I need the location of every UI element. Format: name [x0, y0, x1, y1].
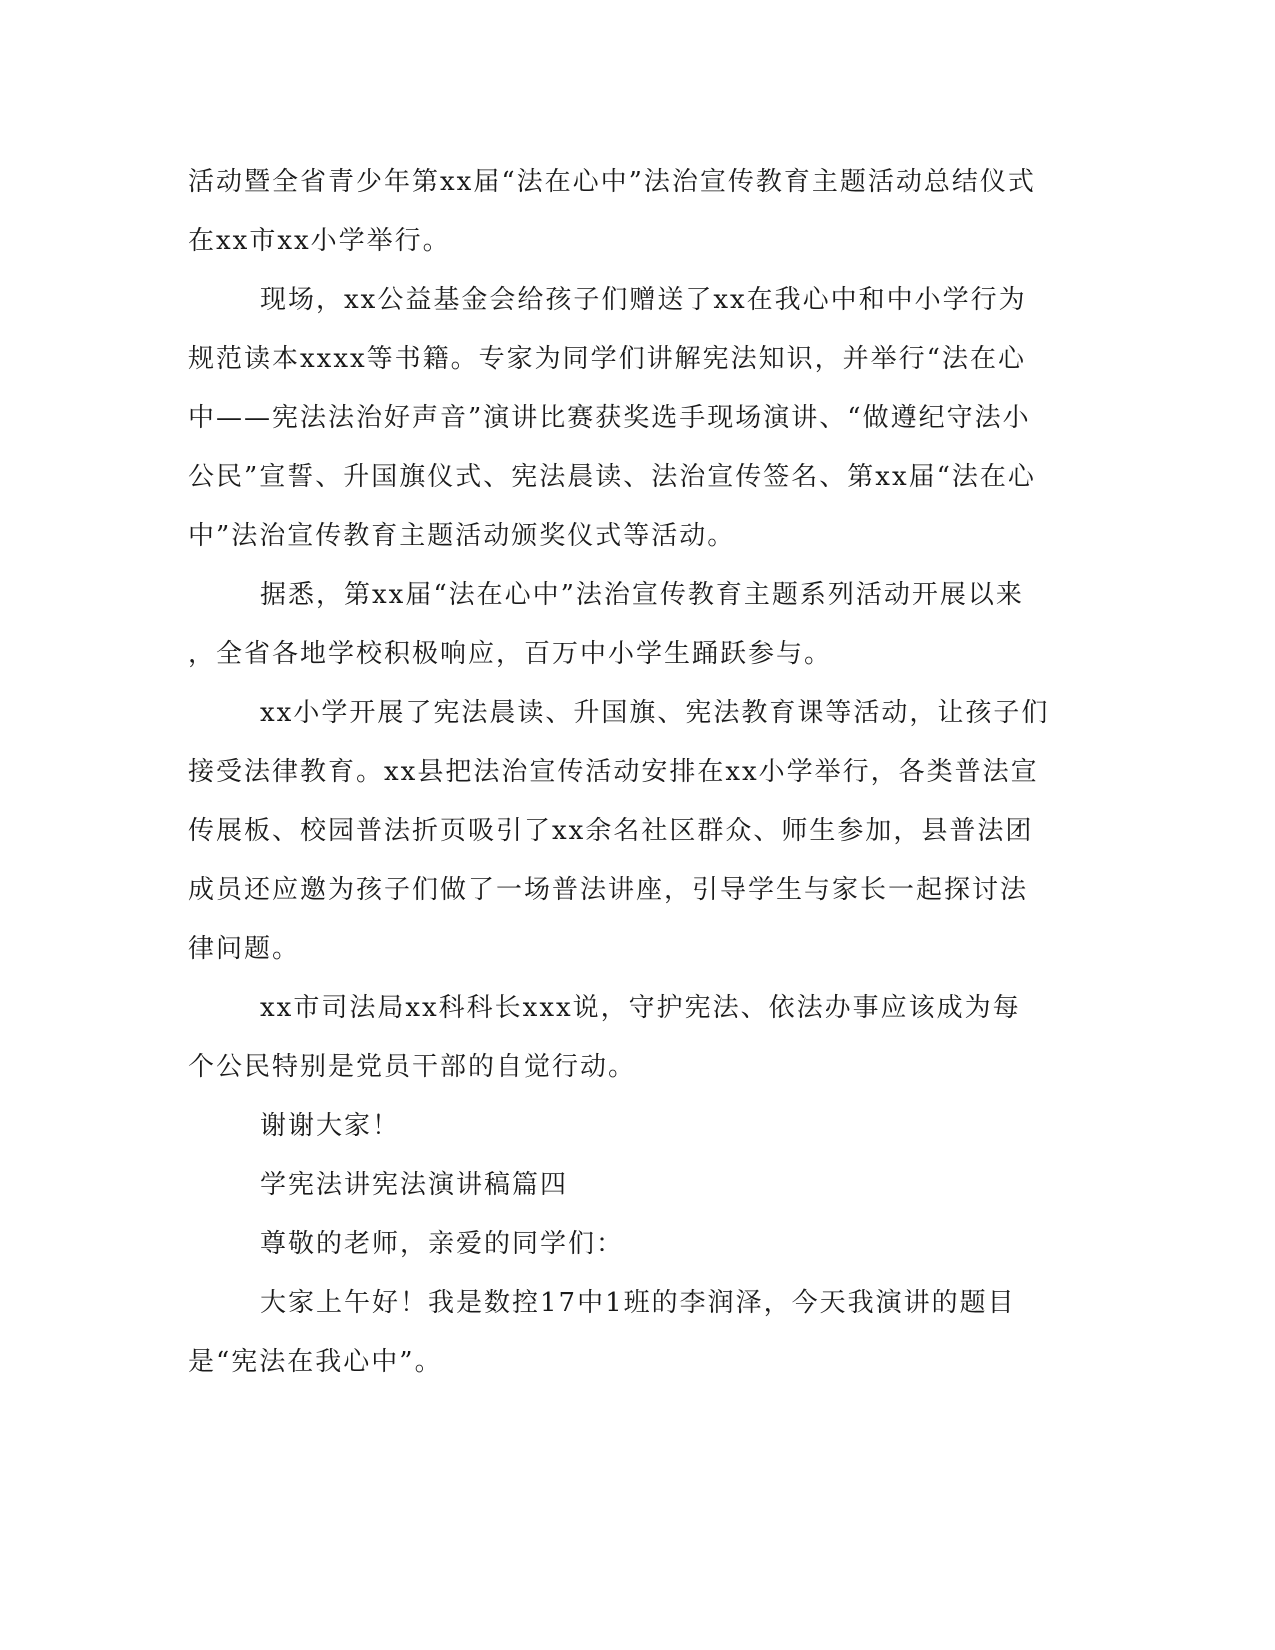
text-line: 在xx市xx小学举行。 [188, 226, 451, 256]
paragraph-start-line: 据悉，第xx届“法在心中”法治宣传教育主题系列活动开展以来 [260, 580, 1024, 610]
text-line: 公民”宣誓、升国旗仪式、宪法晨读、法治宣传签名、第xx届“法在心 [188, 462, 1036, 492]
text-line: 个公民特别是党员干部的自觉行动。 [188, 1052, 637, 1082]
paragraph-start-line: 现场，xx公益基金会给孩子们赠送了xx在我心中和中小学行为 [260, 285, 1027, 315]
text-line: 成员还应邀为孩子们做了一场普法讲座，引导学生与家长一起探讨法 [188, 875, 1029, 905]
salutation-line: 尊敬的老师，亲爱的同学们： [260, 1229, 625, 1259]
text-line: 中”法治宣传教育主题活动颁奖仪式等活动。 [188, 521, 736, 551]
text-line: 律问题。 [188, 934, 301, 964]
section-heading: 学宪法讲宪法演讲稿篇四 [260, 1170, 569, 1200]
paragraph-start-line: 大家上午好！我是数控17中1班的李润泽，今天我演讲的题目 [260, 1288, 1016, 1318]
text-line: 传展板、校园普法折页吸引了xx余名社区群众、师生参加，县普法团 [188, 816, 1034, 846]
text-line: 活动暨全省青少年第xx届“法在心中”法治宣传教育主题活动总结仪式 [188, 167, 1036, 197]
closing-line: 谢谢大家！ [260, 1111, 401, 1141]
paragraph-start-line: xx小学开展了宪法晨读、升国旗、宪法教育课等活动，让孩子们 [260, 698, 1050, 728]
text-line: 接受法律教育。xx县把法治宣传活动安排在xx小学举行，各类普法宣 [188, 757, 1039, 787]
paragraph-start-line: xx市司法局xx科科长xxx说，守护宪法、依法办事应该成为每 [260, 993, 1021, 1023]
text-line: 是“宪法在我心中”。 [188, 1347, 443, 1377]
text-line: ，全省各地学校积极响应，百万中小学生踊跃参与。 [188, 639, 833, 669]
text-line: 规范读本xxxx等书籍。专家为同学们讲解宪法知识，并举行“法在心 [188, 344, 1026, 374]
text-line: 中——宪法法治好声音”演讲比赛获奖选手现场演讲、“做遵纪守法小 [188, 403, 1031, 433]
